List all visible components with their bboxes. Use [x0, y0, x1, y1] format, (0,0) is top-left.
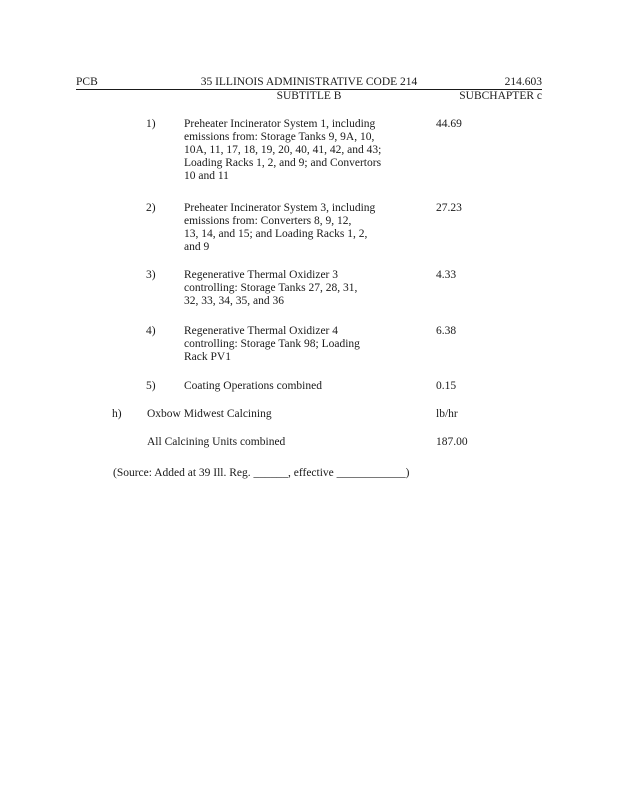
header-subtitle: SUBTITLE B	[276, 90, 342, 102]
item-value: 44.69	[436, 118, 462, 130]
item-description: Preheater Incinerator System 3, including emissions from: Converters 8, 9, 12, 13, 14, and 15; and Loading Racks 1, 2, and 9	[184, 202, 376, 253]
header-section-number: 214.603	[504, 76, 542, 88]
running-header	[76, 76, 542, 90]
item-number: 5)	[146, 380, 156, 392]
item-number: 2)	[146, 202, 156, 214]
item-value: 27.23	[436, 202, 462, 214]
section-title: Oxbow Midwest Calcining	[147, 408, 272, 420]
item-value: 4.33	[436, 269, 457, 281]
item-description: Regenerative Thermal Oxidizer 4 controlling: Storage Tank 98; Loading Rack PV1	[184, 325, 360, 363]
item-number: 4)	[146, 325, 156, 337]
row-value: 187.00	[436, 436, 468, 448]
item-number: 3)	[146, 269, 156, 281]
item-description: Preheater Incinerator System 1, including emissions from: Storage Tanks 9, 9A, 10, 10A, 11, 17, 18, 19, 20, 40, 41, 42, and 43; Loading Racks 1, 2, and 9; and Convertors 10 and 11	[184, 118, 382, 182]
section-unit: lb/hr	[436, 408, 458, 420]
running-subheader	[76, 90, 542, 103]
row-label: All Calcining Units combined	[147, 436, 286, 448]
item-description: Coating Operations combined	[184, 380, 322, 392]
header-agency: PCB	[76, 76, 98, 88]
item-description: Regenerative Thermal Oxidizer 3 controlling: Storage Tanks 27, 28, 31, 32, 33, 34, 35, and 36	[184, 269, 358, 307]
source-note: (Source: Added at 39 Ill. Reg. ______, effective ____________)	[113, 467, 410, 479]
section-letter: h)	[112, 408, 122, 420]
header-subchapter: SUBCHAPTER c	[459, 90, 542, 102]
item-number: 1)	[146, 118, 156, 130]
item-value: 0.15	[436, 380, 457, 392]
header-code-title: 35 ILLINOIS ADMINISTRATIVE CODE 214	[200, 76, 418, 88]
item-value: 6.38	[436, 325, 457, 337]
